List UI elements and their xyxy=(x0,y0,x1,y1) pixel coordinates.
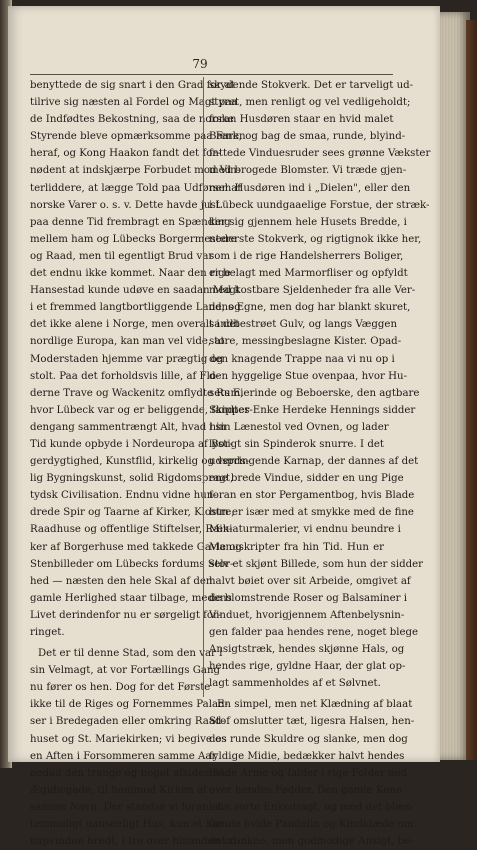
text-line: ker sig gjennem hele Husets Bredde, i xyxy=(209,216,407,228)
text-line: nordlige Europa, kan man vel vide, at xyxy=(30,336,225,348)
text-line: lig Bygningskunst, solid Rigdomspragt, xyxy=(30,473,234,485)
text-line: halvt bøiet over sit Arbeide, omgivet af xyxy=(209,575,411,587)
text-line: en Aften i Forsommeren samme Aar xyxy=(30,750,217,762)
text-line: sandbestrøet Gulv, og langs Væggen xyxy=(209,319,398,331)
text-line: ene brede Vindue, sidder en ung Pige xyxy=(209,473,404,485)
text-line: Livet derindenfor nu er sørgeligt for- xyxy=(30,609,222,621)
text-line: den knagende Trappe naa vi nu op i xyxy=(209,353,395,365)
text-line: i et fremmed langtbortliggende Land, og xyxy=(30,302,241,314)
text-line: dengang sammentrængt Alt, hvad hin xyxy=(30,421,226,433)
text-line: hed — næsten den hele Skal af den xyxy=(30,575,213,587)
text-line: ikke til de Riges og Fornemmes Palad- xyxy=(30,699,229,711)
text-line: derne Trave og Wackenitz omflydte Rum, xyxy=(30,387,244,399)
text-line: Vinduet, hvorigjennem Aftenbelysnin- xyxy=(209,609,405,621)
text-line: mellem ham og Lübecks Borgermestere xyxy=(30,233,237,245)
text-line: den hyggelige Stue ovenpaa, hvor Hu- xyxy=(209,370,408,382)
text-line: i Lübeck uundgaaelige Forstue, der stræk- xyxy=(209,199,430,211)
page-number: 79 xyxy=(192,57,208,71)
text-line: lystigt sin Spinderok snurre. I det xyxy=(209,438,384,450)
text-line: ker af Borgerhuse med takkede Gavle og xyxy=(30,541,242,553)
text-line: sin Velmagt, at vor Fortællings Gang xyxy=(30,665,221,677)
text-line: En simpel, men net Klædning af blaat xyxy=(217,699,413,711)
text-line: hvor Lübeck var og er beliggende, fandtes xyxy=(30,404,250,416)
text-line: foran Husdøren staar en hvid malet xyxy=(209,114,394,126)
book-cover-edge xyxy=(466,20,477,760)
text-line: norske Varer o. s. v. Dette havde just xyxy=(30,199,220,211)
text-line: terliddere, at lægge Told paa Udførsel af xyxy=(30,182,242,194)
text-line: Miniaturmalerier, vi endnu beundre i xyxy=(209,524,401,536)
text-line: napvindue bredt, i tre over hinanden ud- xyxy=(30,836,241,848)
text-line: foran en stor Pergamentbog, hvis Blade xyxy=(209,490,415,502)
text-line: Det er til denne Stad, som den var i xyxy=(38,648,223,660)
text-line: gamle Herlighed staar tilbage, medens xyxy=(30,592,232,604)
text-line: med kostbare Sjeldenheder fra alle Ver- xyxy=(209,285,416,297)
text-line: med brogede Blomster. Vi træde gjen- xyxy=(209,165,407,177)
text-line: Hansestad kunde udøve en saadan Magt xyxy=(30,285,240,297)
text-line: gen falder paa hendes rene, noget blege xyxy=(209,627,419,638)
text-line: de blomstrende Roser og Balsaminer i xyxy=(209,592,407,604)
text-line: selv et skjønt Billede, som hun der sidder xyxy=(209,558,424,570)
text-line: det ikke alene i Norge, men overalt i det xyxy=(30,319,240,331)
text-line: nederste Stokverk, og rigtignok ikke her, xyxy=(209,233,422,245)
text-line: som i de rige Handelsherrers Boliger, xyxy=(209,250,404,262)
text-line: skydende Stokverk. Det er tarveligt ud- xyxy=(209,80,414,91)
text-line: udspringende Karnap, der dannes af det xyxy=(209,456,419,468)
text-line: sets Eierinde og Beboerske, den agtbare xyxy=(209,387,420,399)
text-line: hvide Arme og falder i rige Folder ned xyxy=(209,767,408,779)
text-line: huset og St. Mariekirken; vi begive os xyxy=(30,733,227,745)
text-line: Moderstaden hjemme var prægtig og xyxy=(30,353,224,365)
text-line: de Indfødtes Bekostning, saa de norske xyxy=(30,114,234,126)
text-line: des runde Skuldre og slanke, men dog xyxy=(209,733,408,745)
text-line: det runkne, men godmodige Ansigt, be- xyxy=(209,836,414,848)
text-line: benyttede de sig snart i den Grad for at xyxy=(30,80,235,91)
text-line: er belagt med Marmorfliser og opfyldt xyxy=(209,268,408,280)
text-line: ser i Bredegaden eller omkring Raad- xyxy=(30,716,225,728)
text-line: temmeligt uanseeligt Hus, kun et Kar- xyxy=(30,819,228,831)
text-line: Skipper-Enke Herdeke Hennings sidder xyxy=(209,404,416,416)
header-rule xyxy=(30,74,393,75)
text-line: styret, men renligt og vel vedligeholdt; xyxy=(209,97,411,109)
text-line: Raadhuse og offentlige Stiftelser, Ræk- xyxy=(30,524,233,536)
text-line: tydsk Civilisation. Endnu vidne hun- xyxy=(30,490,217,502)
text-line: over hendes Fødder. Den gamle Kone xyxy=(209,784,402,796)
text-line: Ansigtstræk, hendes skjønne Hals, og xyxy=(209,644,405,656)
right-text-column xyxy=(209,77,431,850)
text-line: nu fører os hen. Dog for det Første xyxy=(30,682,211,694)
text-line: paa denne Tid frembragt en Spænding xyxy=(30,216,231,228)
text-line: heraf, og Kong Haakon fandt det for- xyxy=(30,148,221,160)
text-line: dens Egne, men dog har blankt skuret, xyxy=(209,302,411,314)
left-text-column xyxy=(30,77,250,850)
text-line: Stenbilleder om Lübecks fordums Stor- xyxy=(30,558,234,570)
text-line: Manuskripter fra hin Tid. Hun er xyxy=(209,541,384,553)
text-line: Stof omslutter tæt, ligesra Halsen, hen- xyxy=(209,716,415,728)
text-line: store, messingbeslagne Kister. Opad- xyxy=(209,336,402,348)
text-line: hendes rige, gyldne Haar, der glat op- xyxy=(209,661,406,673)
text-line: Tid kunde opbyde i Nordeuropa af Bor- xyxy=(30,438,233,450)
text-line: det endnu ikke kommet. Naar den rige xyxy=(30,268,231,280)
text-line: dende hvide Pandelin og Kindklæde om xyxy=(209,819,414,831)
text-line: fattede Vinduesruder sees grønne Vækster xyxy=(209,148,431,160)
text-line: Bænk, og bag de smaa, runde, blyind- xyxy=(209,131,406,143)
text-line: nedad den trange og noget afsides St. xyxy=(30,767,227,779)
text-line: i sin sorte Enkedragt, og med det blæn- xyxy=(209,801,415,813)
text-line: ringet. xyxy=(30,627,65,638)
text-line: gerdygtighed, Kunstflid, kirkelig og verds- xyxy=(30,456,250,468)
text-line: i sin Lænestol ved Ovnen, og lader xyxy=(209,421,389,433)
text-line: lagt sammenholdes af et Sølvnet. xyxy=(209,678,381,690)
text-line: Ægidiegade, til henimod Kirken af xyxy=(30,784,207,796)
text-line: Styrende bleve opmærksomme paa Faren xyxy=(30,131,246,143)
text-line: drede Spir og Taarne af Kirker, Klostre, xyxy=(30,507,235,519)
text-line: samme Navn. Der standse vi foran et xyxy=(30,801,222,813)
column-divider xyxy=(203,77,204,697)
text-line: og Raad, men til egentligt Brud var xyxy=(30,250,214,262)
text-line: stolt. Paa det forholdsvis lille, af Flo- xyxy=(30,370,220,382)
text-line: fyldige Midie, bedækker halvt hendes xyxy=(209,750,405,762)
text-line: tilrive sig næsten al Fordel og Magt paa xyxy=(30,97,238,109)
text-line: nem Husdøren ind i „Dielen", eller den xyxy=(209,182,411,194)
text-line: hun er især med at smykke med de fine xyxy=(209,507,414,519)
text-line: nødent at indskjærpe Forbudet mod Vin- xyxy=(30,165,241,177)
